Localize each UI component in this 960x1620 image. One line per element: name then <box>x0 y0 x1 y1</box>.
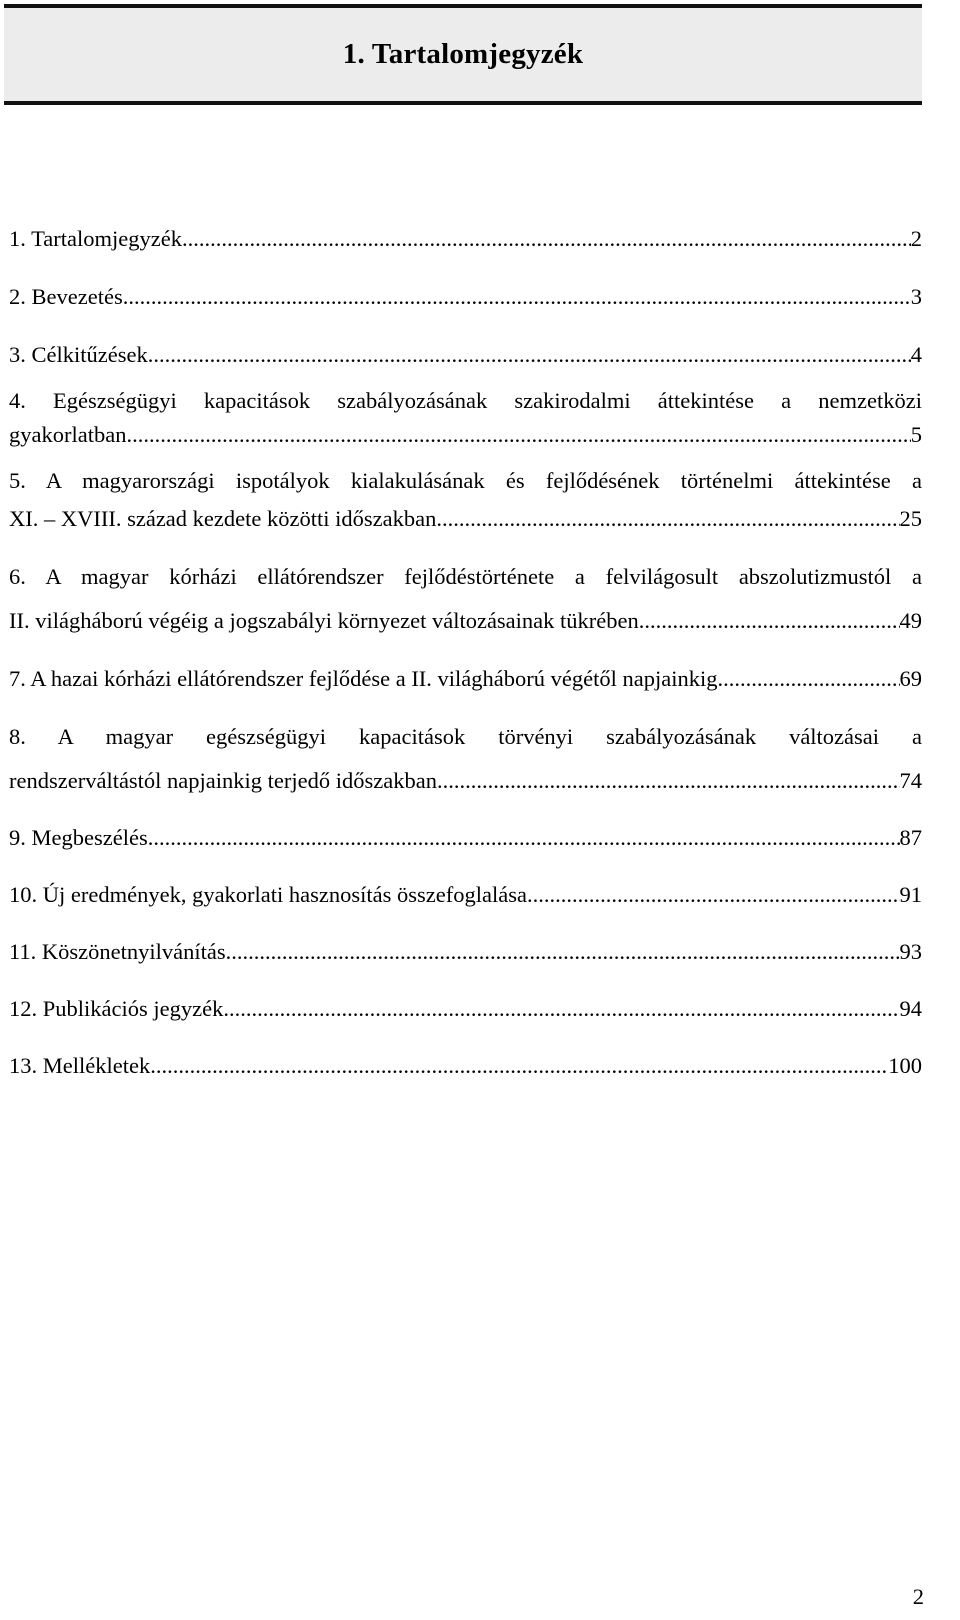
chapter-title-box <box>4 4 922 105</box>
toc-entry-7-page: 69 <box>899 666 922 691</box>
toc-leader-dots <box>527 878 900 912</box>
toc-entry-8[interactable] <box>9 720 922 798</box>
toc-entry-10[interactable] <box>9 878 922 912</box>
toc-entry-12[interactable] <box>9 992 922 1026</box>
table-of-contents <box>9 222 922 1083</box>
toc-leader-dots <box>182 222 911 256</box>
toc-entry-5-page: 25 <box>899 506 922 531</box>
toc-entry-8-title-line-1: 8. A magyar egészségügyi kapacitások törvényi szabályozásának változásai a <box>9 724 922 749</box>
toc-entry-2-title: 2. Bevezetés <box>9 284 123 309</box>
toc-entry-13-title: 13. Mellékletek <box>9 1053 151 1078</box>
toc-entry-10-page: 91 <box>899 882 922 907</box>
toc-entry-6[interactable] <box>9 560 922 638</box>
toc-entry-2[interactable] <box>9 280 922 314</box>
toc-leader-dots <box>639 604 900 638</box>
toc-leader-dots <box>150 1049 888 1083</box>
toc-leader-dots <box>717 662 899 696</box>
toc-entry-5-title-line-1: 5. A magyarországi ispotályok kialakulásának és fejlődésének történelmi áttekintése a <box>9 468 922 493</box>
toc-entry-2-page: 3 <box>910 284 922 309</box>
toc-entry-4[interactable] <box>9 384 922 452</box>
toc-entry-12-page: 94 <box>899 996 922 1021</box>
toc-entry-6-title-line-2: II. világháború végéig a jogszabályi környezet változásainak tükrében <box>9 608 639 633</box>
toc-entry-1[interactable] <box>9 222 922 256</box>
toc-entry-4-title-line-2: gyakorlatban. <box>9 422 133 447</box>
toc-entry-11-title: 11. Köszönetnyilvánítás <box>9 939 226 964</box>
toc-entry-7[interactable] <box>9 662 922 696</box>
chapter-title: 1. Tartalomjegyzék <box>342 38 584 70</box>
toc-entry-6-title-line-1: 6. A magyar kórházi ellátórendszer fejlődéstörténete a felvilágosult abszolutizmustól a <box>9 564 922 589</box>
toc-entry-6-page: 49 <box>899 608 922 633</box>
toc-entry-9[interactable] <box>9 821 922 855</box>
toc-entry-13-page: 100 <box>888 1053 922 1078</box>
toc-entry-4-title-line-1: 4. Egészségügyi kapacitások szabályozásának szakirodalmi áttekintése a nemzetközi <box>9 388 922 413</box>
toc-entry-5-title-line-2: XI. – XVIII. század kezdete közötti időszakban <box>9 506 437 531</box>
toc-entry-11[interactable] <box>9 935 922 969</box>
footer-page-number: 2 <box>912 1584 924 1609</box>
toc-leader-dots <box>132 418 911 452</box>
toc-leader-dots <box>436 502 899 536</box>
toc-leader-dots <box>437 764 900 798</box>
toc-entry-13[interactable] <box>9 1049 922 1083</box>
toc-leader-dots <box>148 338 911 372</box>
toc-entry-10-title: 10. Új eredmények, gyakorlati hasznosítás összefoglalása <box>9 882 527 907</box>
toc-entry-7-title: 7. A hazai kórházi ellátórendszer fejlődése a II. világháború végétől napjainkig <box>9 666 718 691</box>
toc-leader-dots <box>123 280 911 314</box>
toc-entry-1-title: 1. Tartalomjegyzék <box>9 226 182 251</box>
toc-leader-dots <box>226 935 900 969</box>
toc-entry-3-page: 4 <box>910 342 922 367</box>
toc-entry-3[interactable] <box>9 338 922 372</box>
toc-entry-4-page: 5 <box>910 422 922 447</box>
toc-entry-11-page: 93 <box>899 939 922 964</box>
toc-entry-8-title-line-2: rendszerváltástól napjainkig terjedő időszakban <box>9 768 437 793</box>
toc-entry-3-title: 3. Célkitűzések <box>9 342 148 367</box>
toc-entry-12-title: 12. Publikációs jegyzék <box>9 996 224 1021</box>
toc-entry-5[interactable] <box>9 464 922 536</box>
toc-entry-9-page: 87 <box>899 825 922 850</box>
toc-entry-9-title: 9. Megbeszélés <box>9 825 148 850</box>
toc-entry-1-page: 2 <box>910 226 922 251</box>
toc-entry-8-page: 74 <box>899 768 922 793</box>
toc-leader-dots <box>223 992 899 1026</box>
toc-leader-dots <box>148 821 900 855</box>
